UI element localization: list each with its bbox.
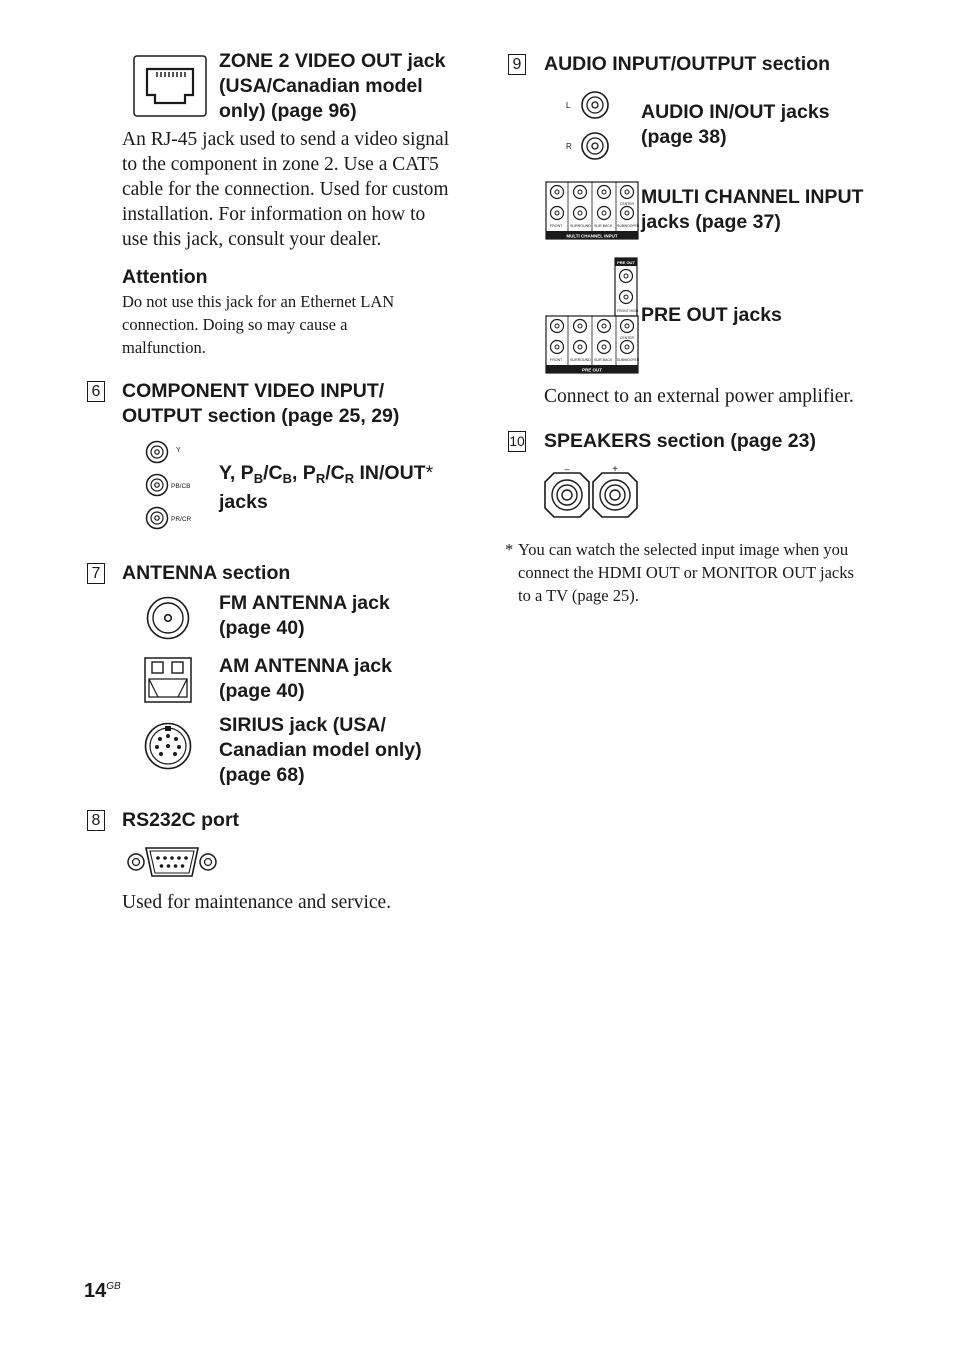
section-7-title: ANTENNA section <box>122 562 291 584</box>
am-antenna-label: AM ANTENNA jack (page 40) <box>219 655 392 702</box>
jack-label-y: Y <box>176 447 181 454</box>
rs232c-description: Used for maintenance and service. <box>122 892 392 913</box>
jack-label-r: R <box>566 142 572 151</box>
attention-heading: Attention <box>122 266 208 288</box>
audio-jacks-icon <box>562 90 614 162</box>
page-number: $14^{GB}$ <box>84 1280 121 1302</box>
pre-out-panel-label: PRE OUT <box>581 367 603 373</box>
footnote-text: You can watch the selected input image when you connect the HDMI OUT or MONITOR OUT jacks to a TV (page 25). <box>518 540 854 605</box>
rca-jack-icon <box>147 442 168 529</box>
panel-label-front-high: FRONT HIGH <box>617 309 639 313</box>
pre-out-description: Connect to an external power amplifier. <box>544 386 854 407</box>
jack-label-pb: PB/CB <box>171 483 191 490</box>
pre-out-label-front: FRONT <box>550 358 563 362</box>
rs232c-port-icon <box>126 843 218 881</box>
section-8-title: RS232C port <box>122 809 240 831</box>
section-6-title: COMPONENT VIDEO INPUT/ OUTPUT section (page 25, 29) <box>122 380 400 427</box>
audio-in-out-label: AUDIO IN/OUT jacks (page 38) <box>641 101 830 148</box>
pre-out-label-center: CENTER <box>620 336 634 340</box>
section-9-title: AUDIO INPUT/OUTPUT section <box>544 53 831 75</box>
am-terminal-icon <box>144 657 192 703</box>
fm-coax-jack-icon <box>146 596 190 640</box>
pre-out-panel-icon <box>545 257 639 375</box>
multi-channel-label: MULTI CHANNEL INPUT jacks (page 37) <box>641 186 864 233</box>
section-10-title: SPEAKERS section (page 23) <box>544 430 816 452</box>
jack-label-pr: PR/CR <box>171 516 192 523</box>
pre-out-label-subwoofer: SUBWOOFER <box>617 358 639 362</box>
footnote-star: * <box>505 540 514 559</box>
zone2-description: An RJ-45 jack used to send a video signal to the component in zone 2. Use a CAT5 cable for the connection. Used for custom installation. For information on how to use this jack, consult your dealer. <box>122 129 450 250</box>
pre-out-label-surback: SUR BACK <box>594 358 613 362</box>
section-10-number: 10 <box>508 431 526 452</box>
section-7-number: 7 <box>87 563 105 584</box>
panel-label-front: FRONT <box>550 224 563 228</box>
pre-out-top-label: PRE OUT <box>617 260 635 266</box>
sirius-jack-label: SIRIUS jack (USA/ Canadian model only) (page 68) <box>219 714 422 786</box>
jack-label-l: L <box>566 101 571 110</box>
section-8-number: 8 <box>87 810 105 831</box>
rj45-jack-icon <box>133 55 207 117</box>
multi-channel-panel-label: MULTI CHANNEL INPUT <box>566 233 618 239</box>
panel-label-center: CENTER <box>620 202 634 206</box>
sirius-din-jack-icon <box>144 722 192 770</box>
zone2-title: ZONE 2 VIDEO OUT jack (USA/Canadian model only) (page 96) <box>219 50 446 122</box>
polarity-plus: + <box>612 464 618 475</box>
panel-label-surround: SURROUND <box>570 224 591 228</box>
component-jacks-label: Y, $P_B/C_B$, $P_R/C_R$ IN/OUT* jacks <box>219 462 434 513</box>
section-6-number: 6 <box>87 381 105 402</box>
component-video-jacks-icon <box>144 440 204 532</box>
attention-text: Do not use this jack for an Ethernet LAN connection. Doing so may cause a malfunction. <box>122 292 395 357</box>
pre-out-label-surround: SURROUND <box>570 358 591 362</box>
pre-out-label: PRE OUT jacks <box>641 304 782 326</box>
panel-label-subwoofer: SUBWOOFER <box>617 224 639 228</box>
section-9-number: 9 <box>508 54 526 75</box>
multi-channel-panel-icon <box>545 181 639 241</box>
polarity-minus: – <box>564 464 570 474</box>
panel-label-surback: SUR BACK <box>594 224 613 228</box>
fm-antenna-label: FM ANTENNA jack (page 40) <box>219 592 390 639</box>
speaker-terminal-icon <box>544 461 640 519</box>
